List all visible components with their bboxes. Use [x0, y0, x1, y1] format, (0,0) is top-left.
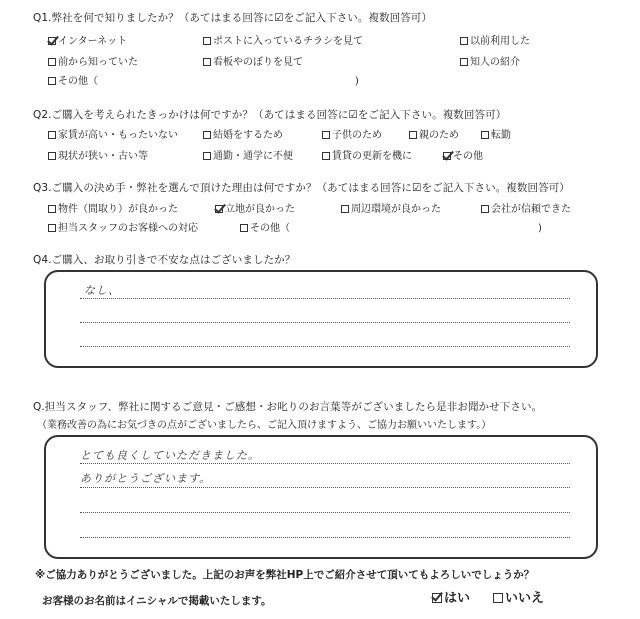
checkbox-icon[interactable] — [481, 131, 489, 139]
checkbox-icon[interactable] — [240, 224, 248, 232]
q1-option-internet[interactable]: インターネット — [48, 36, 127, 48]
checkbox-icon[interactable] — [322, 152, 330, 160]
q1-option-referral[interactable]: 知人の紹介 — [460, 57, 520, 69]
q2-option-marriage[interactable]: 結婚をするため — [203, 130, 283, 142]
q4-answer-handwriting: なし、 — [84, 284, 120, 297]
q5-answer-line — [80, 537, 570, 538]
q5-answer-line — [80, 512, 570, 513]
q5-answer-box[interactable] — [44, 435, 598, 559]
q1-question: Q1.弊社を何で知りましたか？（あてはまる回答に☑をご記入下さい。複数回答可） — [33, 12, 433, 24]
q2-option-small-old[interactable]: 現状が狭い・古い等 — [48, 151, 148, 163]
q4-question: Q4.ご購入、お取り引きで不安な点はございましたか？ — [33, 254, 296, 266]
q3-option-staff[interactable]: 担当スタッフのお客様への対応 — [48, 223, 198, 235]
q2-option-children[interactable]: 子供のため — [322, 130, 382, 142]
footer-yes-option[interactable]: はい — [432, 593, 470, 605]
q3-question: Q3.ご購入の決め手・弊社を選んで頂けた理由は何ですか？（あてはまる回答に☑をご記入下さい。複数回答可） — [33, 182, 570, 194]
q1-option-other[interactable]: その他（ — [48, 76, 98, 88]
q1-option-flyer[interactable]: ポストに入っているチラシを見て — [203, 36, 363, 48]
q5-question: Q.担当スタッフ、弊社に関するご意見・ご感想・お叱りのお言葉等がございましたら是非お聞かせ下さい。 — [33, 401, 543, 413]
checkbox-icon[interactable] — [493, 593, 503, 603]
q5-answer-line — [80, 487, 570, 488]
checkbox-icon[interactable] — [341, 205, 349, 213]
footer-no-option[interactable]: いいえ — [493, 593, 544, 605]
q1-option-knew-before[interactable]: 前から知っていた — [48, 57, 138, 69]
q2-option-lease-renewal[interactable]: 賃貸の更新を機に — [322, 151, 412, 163]
q3-option-location[interactable]: 立地が良かった — [215, 204, 295, 216]
q3-option-floorplan[interactable]: 物件（間取り）が良かった — [48, 204, 178, 216]
q3-option-other[interactable]: その他（ — [240, 223, 290, 235]
footer-thanks: ※ご協力ありがとうございました。上記のお声を弊社HP上でご紹介させて頂いてもよろしいでしょうか？ — [35, 569, 535, 581]
q1-option-used-before[interactable]: 以前利用した — [460, 36, 530, 48]
q3-other-close-paren: ) — [538, 223, 542, 234]
q3-option-environment[interactable]: 周辺環境が良かった — [341, 204, 441, 216]
q2-option-other[interactable]: その他 — [443, 151, 483, 163]
q3-option-trust[interactable]: 会社が信頼できた — [481, 204, 571, 216]
checkbox-icon[interactable] — [203, 131, 211, 139]
q5-answer-line — [80, 463, 570, 464]
footer-initials-note: お客様のお名前はイニシャルで掲載いたします。 — [42, 595, 272, 607]
checkbox-icon[interactable] — [203, 37, 211, 45]
q1-other-close-paren: ) — [355, 76, 359, 87]
checkbox-icon[interactable] — [48, 224, 56, 232]
q4-answer-line — [80, 346, 570, 347]
checkbox-icon[interactable] — [48, 152, 56, 160]
q2-option-transfer[interactable]: 転勤 — [481, 130, 511, 142]
checkbox-checked-icon[interactable] — [215, 205, 223, 213]
checkbox-checked-icon[interactable] — [48, 37, 56, 45]
checkbox-icon[interactable] — [48, 131, 56, 139]
checkbox-icon[interactable] — [460, 37, 468, 45]
q2-option-commute[interactable]: 通勤・通学に不便 — [203, 151, 293, 163]
q4-answer-box[interactable] — [44, 270, 598, 368]
checkbox-icon[interactable] — [460, 58, 468, 66]
q5-answer-line-1: とても良くしていただきました。 — [80, 449, 260, 462]
checkbox-icon[interactable] — [481, 205, 489, 213]
checkbox-icon[interactable] — [48, 205, 56, 213]
checkbox-checked-icon[interactable] — [443, 152, 451, 160]
q5-note: （業務改善の為にお気づきの点がございましたら、ご記入頂けますよう、ご協力お願いいたします。） — [37, 420, 492, 431]
checkbox-icon[interactable] — [203, 58, 211, 66]
q2-option-rent[interactable]: 家賃が高い・もったいない — [48, 130, 178, 142]
q4-answer-line — [80, 298, 570, 299]
checkbox-icon[interactable] — [322, 131, 330, 139]
q2-option-parents[interactable]: 親のため — [409, 130, 459, 142]
q1-option-signboard[interactable]: 看板やのぼりを見て — [203, 57, 303, 69]
checkbox-icon[interactable] — [409, 131, 417, 139]
checkbox-icon[interactable] — [48, 77, 56, 85]
checkbox-checked-icon[interactable] — [432, 593, 442, 603]
checkbox-icon[interactable] — [48, 58, 56, 66]
q4-answer-line — [80, 322, 570, 323]
q5-answer-line-2: ありがとうございます。 — [80, 472, 212, 485]
q2-question: Q2.ご購入を考えられたきっかけは何ですか？（あてはまる回答に☑をご記入下さい。複数回答可） — [33, 109, 507, 121]
checkbox-icon[interactable] — [203, 152, 211, 160]
